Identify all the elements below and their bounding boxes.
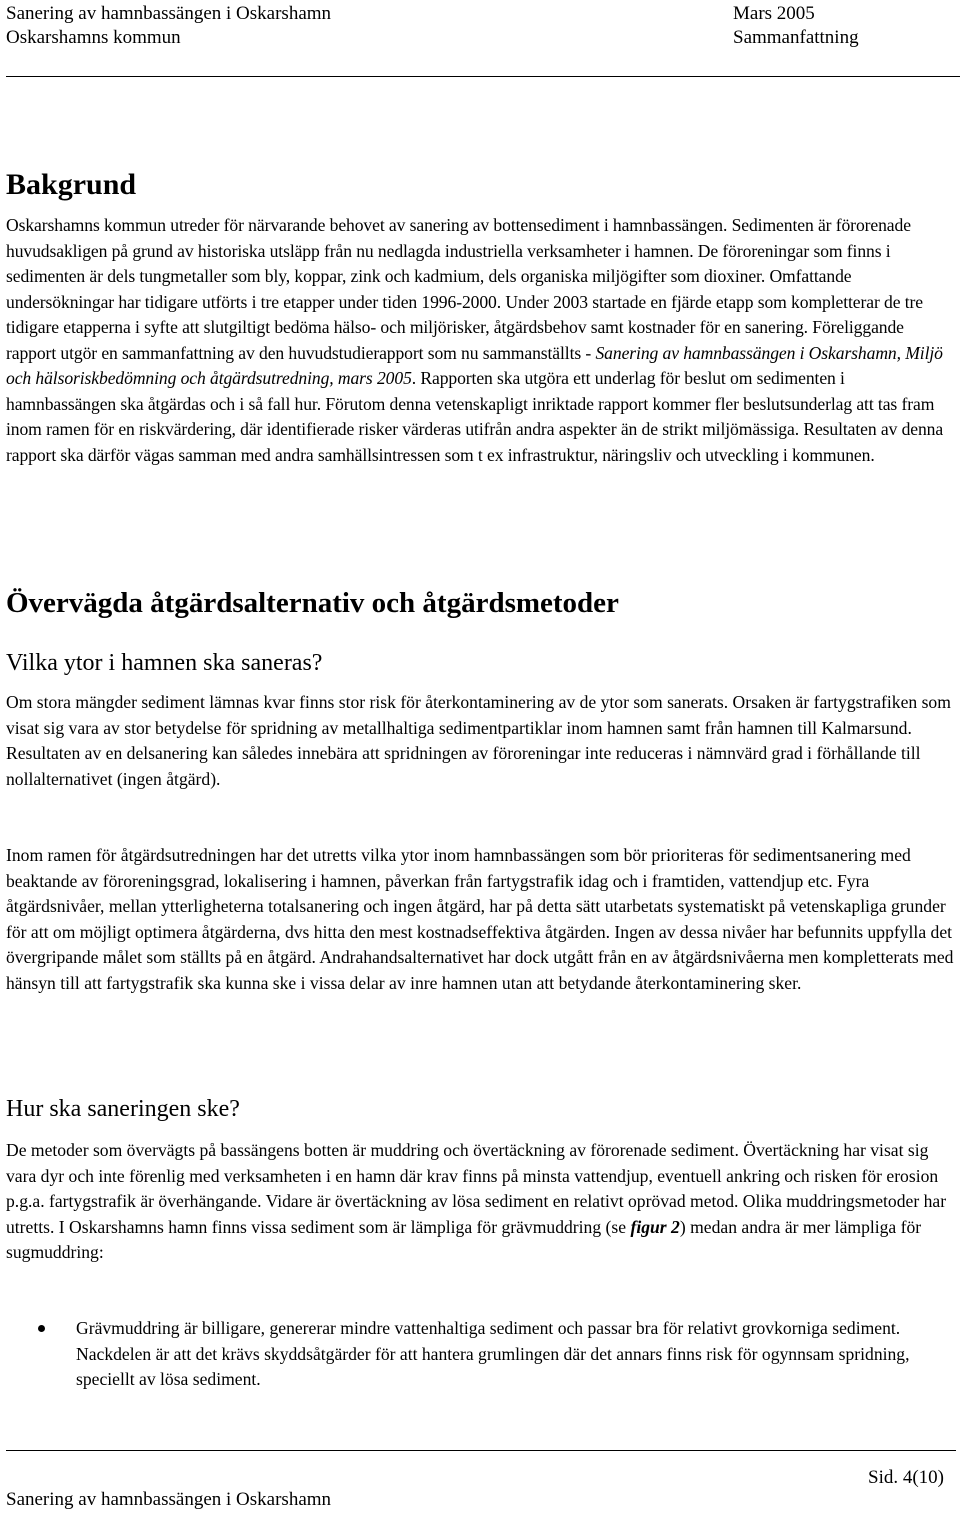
paragraph-bakgrund <box>6 213 956 468</box>
heading-overvagda: Övervägda åtgärdsalternativ och åtgärdsmetoder <box>6 587 619 619</box>
header-left <box>6 2 331 50</box>
header-organization: Oskarshamns kommun <box>6 27 181 48</box>
header-right <box>733 2 859 50</box>
bullet-dot-icon <box>38 1325 45 1332</box>
subheading-hur-sanering: Hur ska saneringen ske? <box>6 1096 240 1122</box>
footer-title: Sanering av hamnbassängen i Oskarshamn <box>6 1489 332 1510</box>
hur-text-b: ) medan andra är mer lämpliga för sugmuddring: <box>6 1216 922 1262</box>
paragraph-vilka-1: Om stora mängder sediment lämnas kvar finns stor risk för återkontaminering av de ytor som sanerats. Orsaken är fartygstrafiken som visat sig vara av stor betydelse för spridning av metallhaltiga sedimentpartiklar inom hamnen samt från hamnen till Kalmarsund. Resultaten av en delsanering kan således innebära att spridningen av föroreningar inte reduceras i nämnvärd grad i förhållande till nollalternativet (ingen åtgärd). <box>6 692 951 789</box>
paragraph-vilka-2: Inom ramen för åtgärdsutredningen har det utretts vilka ytor inom hamnbassängen som bör prioriteras för sedimentsanering med beaktande av föroreningsgrad, lokalisering i hamnen, påverkan från fartygstrafik idag och i framtiden, vattendjup etc. Fyra åtgärdsnivåer, mellan ytterligheterna totalsanering och ingen åtgärd, har på detta sätt utarbetats systematiskt på vetenskapliga grunder för att om möjligt optimera åtgärderna, dvs hitta den mest kostnadseffektiva åtgärden. Ingen av dessa nivåer har befunnits uppfylla det övergripande målet som ställts på en åtgärd. Andrahandsalternativet har dock utgått från en av åtgärdsnivåerna men kompletterats med hänsyn till att fartygstrafik ska kunna ske i vissa delar av inre hamnen utan att betydande återkontaminering sker. <box>6 845 954 993</box>
subheading-vilka-ytor: Vilka ytor i hamnen ska saneras? <box>6 650 323 676</box>
header-report-title: Sanering av hamnbassängen i Oskarshamn <box>6 3 332 24</box>
heading-bakgrund: Bakgrund <box>6 168 137 201</box>
bakgrund-text-a: Oskarshamns kommun utreder för närvarande behovet av sanering av bottensediment i hamnbassängen. Sedimenten är förorenade huvudsakligen på grund av historiska utsläpp från nu nedlagda industriella verksamheter i hamnen. De föroreningar som finns i sedimenten är dels tungmetaller som bly, koppar, zink och kadmium, dels organiska miljögifter som dioxiner. Omfattande undersökningar har tidigare utförts i tre etapper under tiden 1996-2000. Under 2003 startade en fjärde etapp som kompletterar de tre tidigare etapperna i syfte att slutgiltigt bedöma hälso- och miljörisker, åtgärdsbehov samt kostnader för en sanering. Föreliggande rapport utgör en sammanfattning av den huvudstudierapport som nu sammanställts - <box>6 215 923 363</box>
header-divider <box>6 76 960 77</box>
header-section: Sammanfattning <box>733 27 859 48</box>
page-header <box>0 0 960 78</box>
bakgrund-text-b: . Rapporten ska utgöra ett underlag för beslut om sedimenten i hamnbassängen ska åtgärdas och i så fall hur. Förutom denna vetenskapligt inriktade rapport kommer fler beslutsunderlag att tas fram inom ramen för en riskvärdering, där identifierade risker värderas utifrån andra aspekter än de strikt miljömässiga. Resultaten av denna rapport ska därför vägas samman med andra samhällsintressen som t ex infrastruktur, näringsliv och utveckling i kommunen. <box>6 368 944 465</box>
paragraph-hur <box>6 1138 956 1266</box>
header-date: Mars 2005 <box>733 3 815 24</box>
figure-reference: figur 2 <box>630 1216 680 1237</box>
hur-text-a: De metoder som övervägts på bassängens botten är muddring och övertäckning av förorenade sediment. Övertäckning har visat sig vara dyr och inte förenlig med verksamheten i en hamn där krav finns på minsta vattendjup, eventuell ankring och risken för erosion p.g.a. fartygstrafik är överhängande. Vidare är övertäckning av lösa sediment en relativt oprövad metod. Olika muddringsmetoder har utretts. I Oskarshamns hamn finns vissa sediment som är lämpliga för grävmuddring (se <box>6 1140 947 1237</box>
footer-divider <box>6 1450 956 1451</box>
page-number: Sid. 4(10) <box>868 1467 944 1488</box>
list-item-gravmuddring: Grävmuddring är billigare, genererar mindre vattenhaltiga sediment och passar bra för relativt grovkorniga sediment. Nackdelen är att det krävs skyddsåtgärder för att hantera grumlingen där det annars finns risk för ogynnsam spridning, speciellt av lösa sediment. <box>76 1318 910 1389</box>
report-title-italic: Sanering av hamnbassängen i Oskarshamn, Miljö och hälsoriskbedömning och åtgärdsutredning, mars 2005 <box>6 342 943 388</box>
